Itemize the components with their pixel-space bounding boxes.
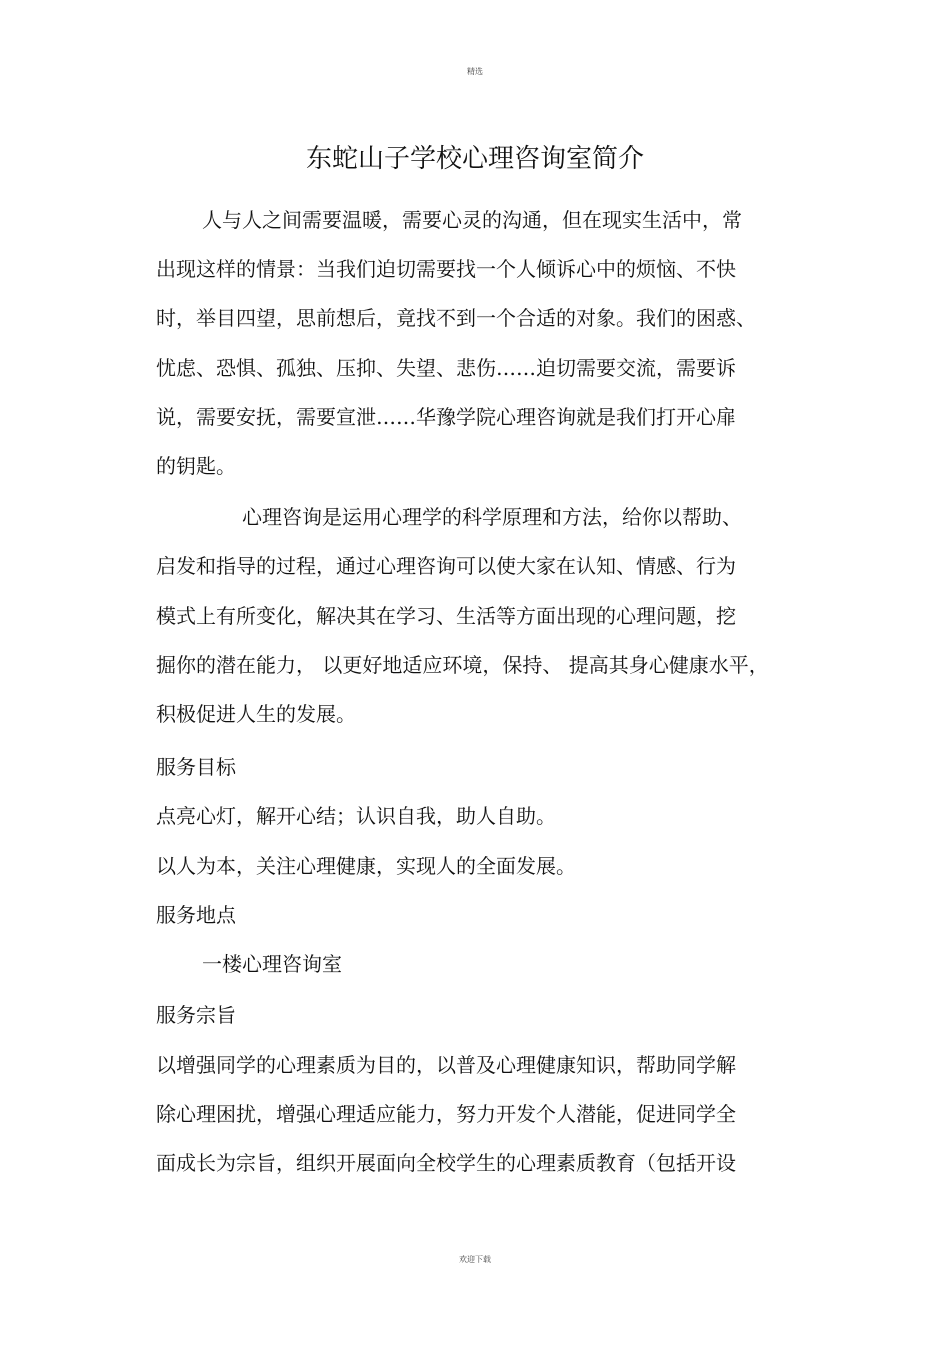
service-purpose-heading: 服务宗旨: [156, 1003, 236, 1027]
service-purpose-line: 以增强同学的心理素质为目的，以普及心理健康知识，帮助同学解: [156, 1053, 736, 1077]
paragraph-line: 积极促进人生的发展。: [156, 702, 356, 726]
paragraph-line: 的钥匙。: [156, 454, 236, 478]
paragraph-line: 掘你的潜在能力， 以更好地适应环境，保持、 提高其身心健康水平，: [156, 653, 769, 677]
header-mark: 精选: [467, 67, 483, 76]
paragraph-line: 说，需要安抚，需要宣泄……华豫学院心理咨询就是我们打开心扉: [156, 405, 736, 429]
service-location-line: 一楼心理咨询室: [202, 952, 342, 976]
service-goal-line: 点亮心灯，解开心结；认识自我，助人自助。: [156, 804, 556, 828]
service-purpose-line: 除心理困扰，增强心理适应能力，努力开发个人潜能，促进同学全: [156, 1102, 736, 1126]
paragraph-line: 启发和指导的过程，通过心理咨询可以使大家在认知、情感、行为: [156, 554, 736, 578]
document-title: 东蛇山子学校心理咨询室简介: [305, 144, 644, 174]
service-location-heading: 服务地点: [156, 903, 236, 927]
footer-mark: 欢迎下载: [459, 1255, 491, 1264]
paragraph-line: 时，举目四望，思前想后，竟找不到一个合适的对象。我们的困惑、: [156, 306, 756, 330]
paragraph-line: 忧虑、恐惧、孤独、压抑、失望、悲伤……迫切需要交流，需要诉: [156, 356, 736, 380]
paragraph-line: 出现这样的情景：当我们迫切需要找一个人倾诉心中的烦恼、不快: [156, 257, 736, 281]
service-goal-line: 以人为本，关注心理健康，实现人的全面发展。: [156, 854, 576, 878]
service-purpose-line: 面成长为宗旨，组织开展面向全校学生的心理素质教育（包括开设: [156, 1151, 736, 1175]
paragraph-line: 模式上有所变化，解决其在学习、生活等方面出现的心理问题，挖: [156, 604, 736, 628]
paragraph-line: 心理咨询是运用心理学的科学原理和方法，给你以帮助、: [242, 505, 742, 529]
service-goal-heading: 服务目标: [156, 755, 236, 779]
paragraph-line: 人与人之间需要温暖，需要心灵的沟通，但在现实生活中，常: [202, 208, 742, 232]
